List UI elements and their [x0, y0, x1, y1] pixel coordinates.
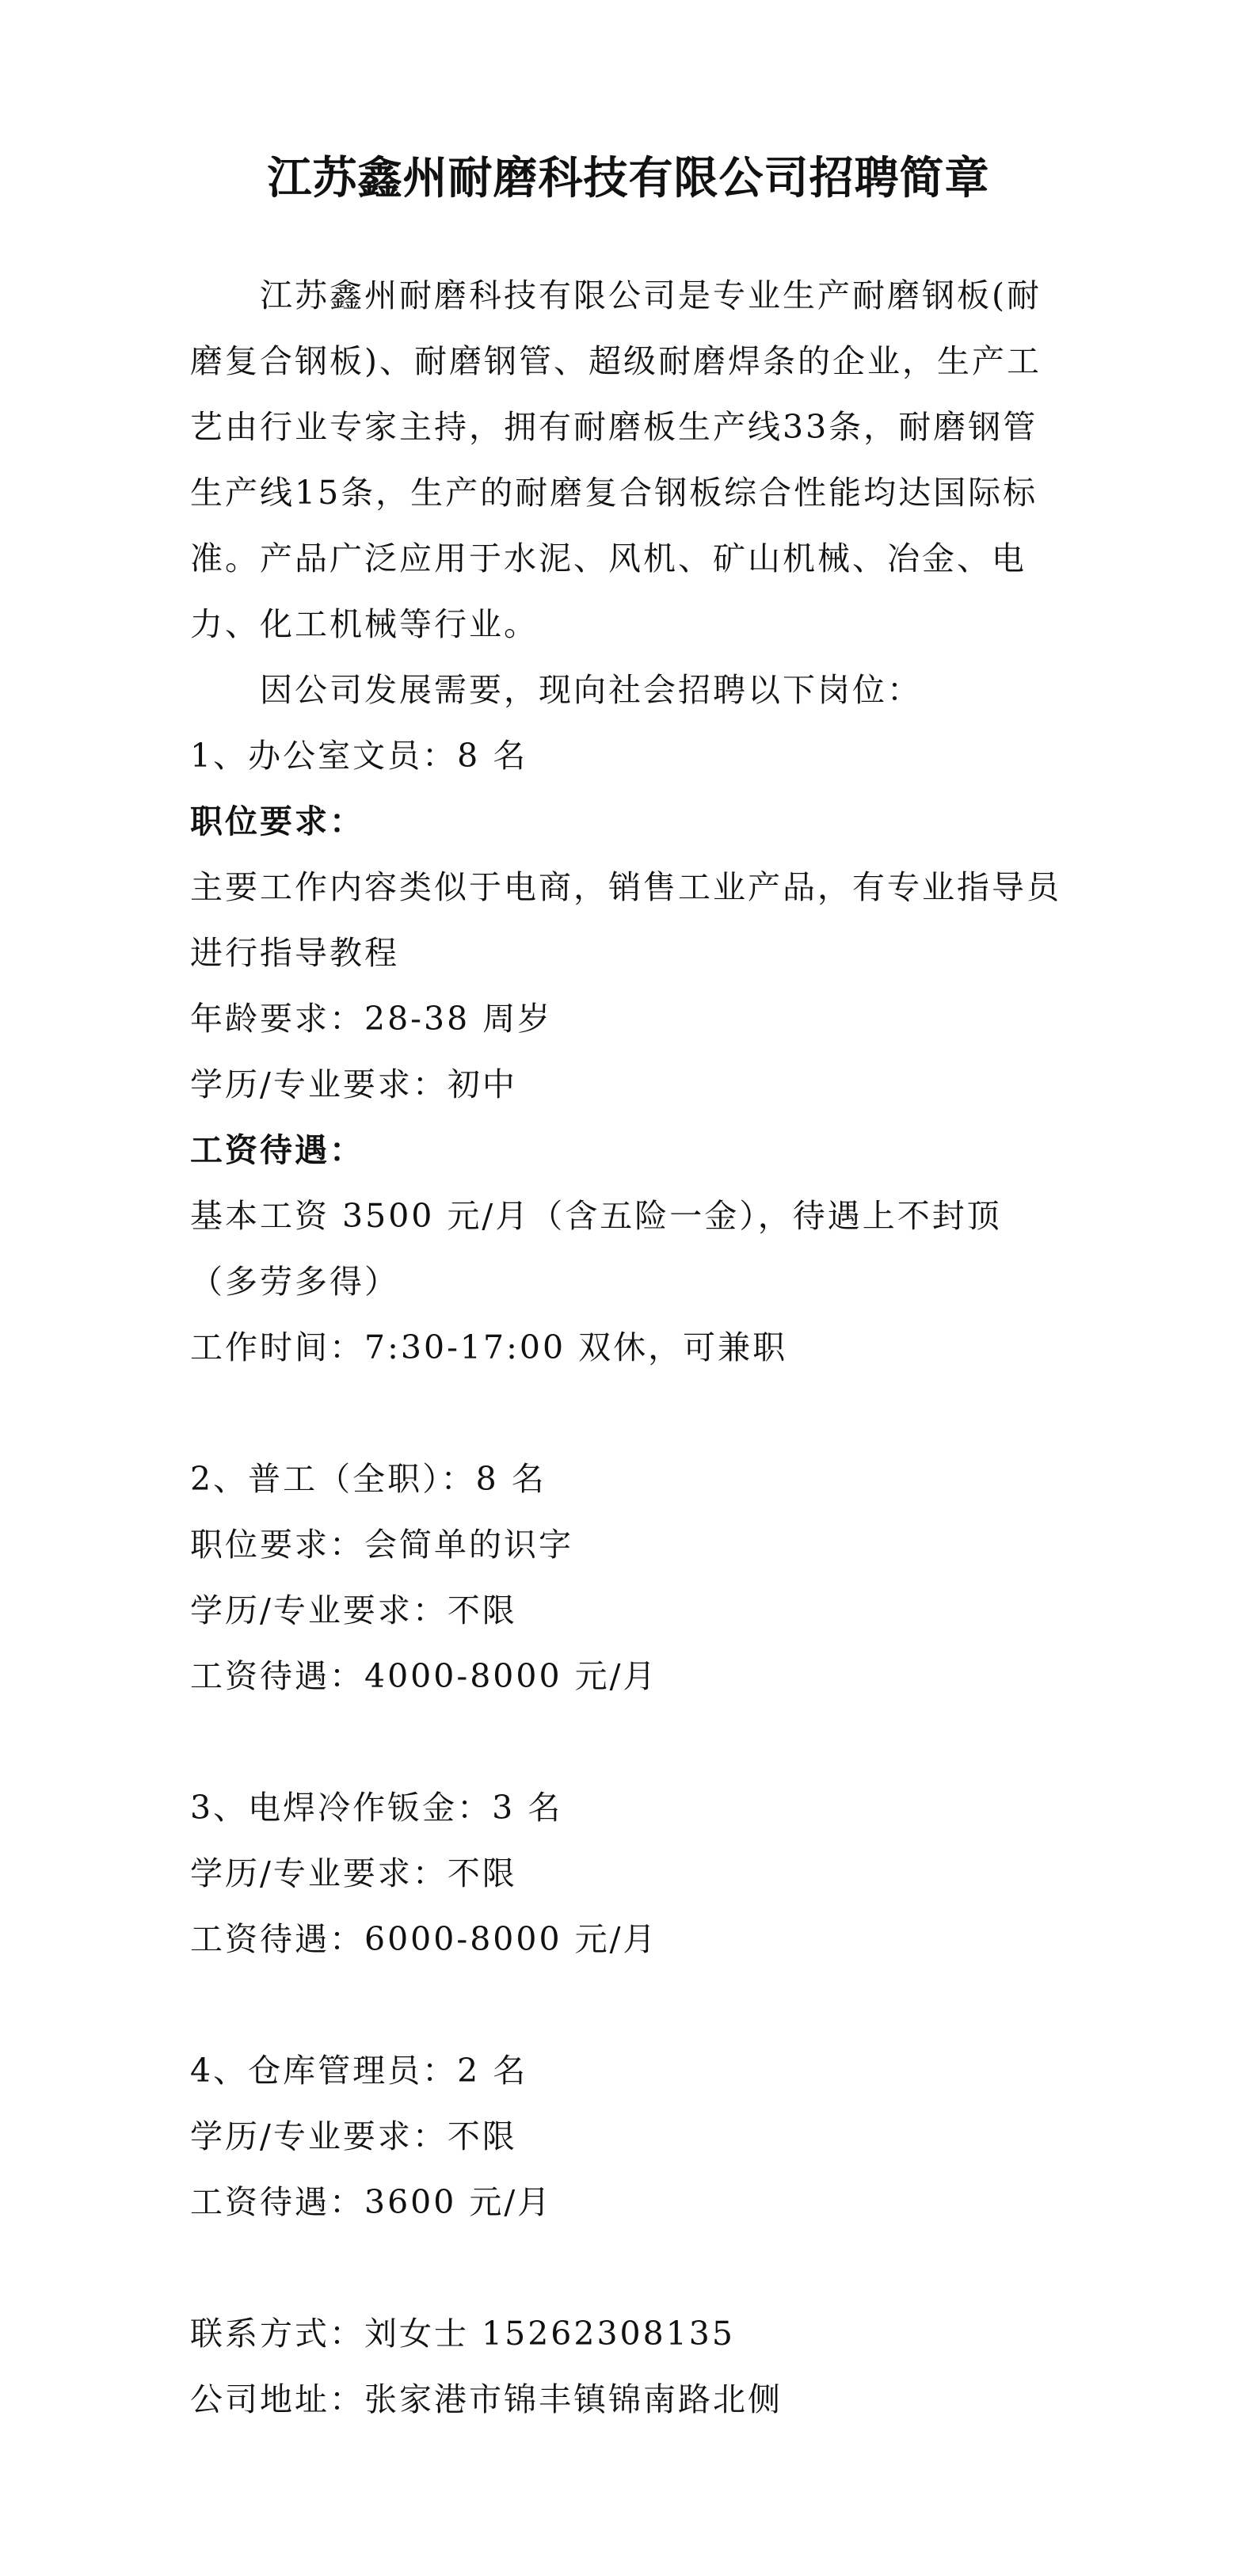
- position-1-salary-label: 工资待遇：: [190, 1131, 364, 1169]
- position-4-salary: 工资待遇：3600 元/月: [190, 2183, 553, 2221]
- position-2-education: 学历/专业要求：不限: [190, 1591, 517, 1629]
- recruit-intro: 因公司发展需要，现向社会招聘以下岗位：: [260, 671, 922, 709]
- position-2-requirement: 职位要求：会简单的识字: [190, 1526, 573, 1564]
- position-1-requirement-text: 主要工作内容类似于电商，销售工业产品，有专业指导员进行指导教程: [190, 868, 1061, 972]
- position-3-education: 学历/专业要求：不限: [190, 1854, 517, 1892]
- company-intro: 江苏鑫州耐磨科技有限公司是专业生产耐磨钢板(耐磨复合钢板)、耐磨钢管、超级耐磨焊条的企业，生产工艺由行业专家主持，拥有耐磨板生产线33条，耐磨钢管生产线15条，生产的耐磨复合钢板综合性能均达国际标准。产品广泛应用于水泥、风机、矿山机械、冶金、电力、化工机械等行业。: [190, 276, 1042, 643]
- position-1-salary-text: 基本工资 3500 元/月（含五险一金），待遇上不封顶（多劳多得）: [190, 1197, 1002, 1301]
- position-3-heading: 3、电焊冷作钣金：3 名: [190, 1789, 563, 1827]
- section-spacer: [190, 1381, 1069, 1446]
- position-1-requirement-label: 职位要求：: [190, 802, 364, 840]
- position-4-education: 学历/专业要求：不限: [190, 2117, 517, 2155]
- contact-info: 联系方式：刘女士 15262308135: [190, 2315, 735, 2353]
- position-1-work-time: 工作时间：7:30-17:00 双休，可兼职: [190, 1328, 788, 1366]
- position-4-heading: 4、仓库管理员：2 名: [190, 2052, 528, 2090]
- document-title: 江苏鑫州耐磨科技有限公司招聘简章: [267, 153, 990, 204]
- position-2-heading: 2、普工（全职）：8 名: [190, 1460, 547, 1498]
- section-spacer: [190, 1709, 1069, 1775]
- position-3-salary: 工资待遇：6000-8000 元/月: [190, 1920, 658, 1958]
- position-1-heading: 1、办公室文员：8 名: [190, 737, 528, 775]
- company-address: 公司地址：张家港市锦丰镇锦南路北侧: [190, 2380, 783, 2418]
- position-1-age: 年龄要求：28-38 周岁: [190, 1000, 553, 1038]
- section-spacer: [190, 2235, 1069, 2301]
- position-1-education: 学历/专业要求：初中: [190, 1065, 517, 1103]
- position-2-salary: 工资待遇：4000-8000 元/月: [190, 1657, 658, 1695]
- document-body: [190, 263, 1069, 2433]
- section-spacer: [190, 1972, 1069, 2038]
